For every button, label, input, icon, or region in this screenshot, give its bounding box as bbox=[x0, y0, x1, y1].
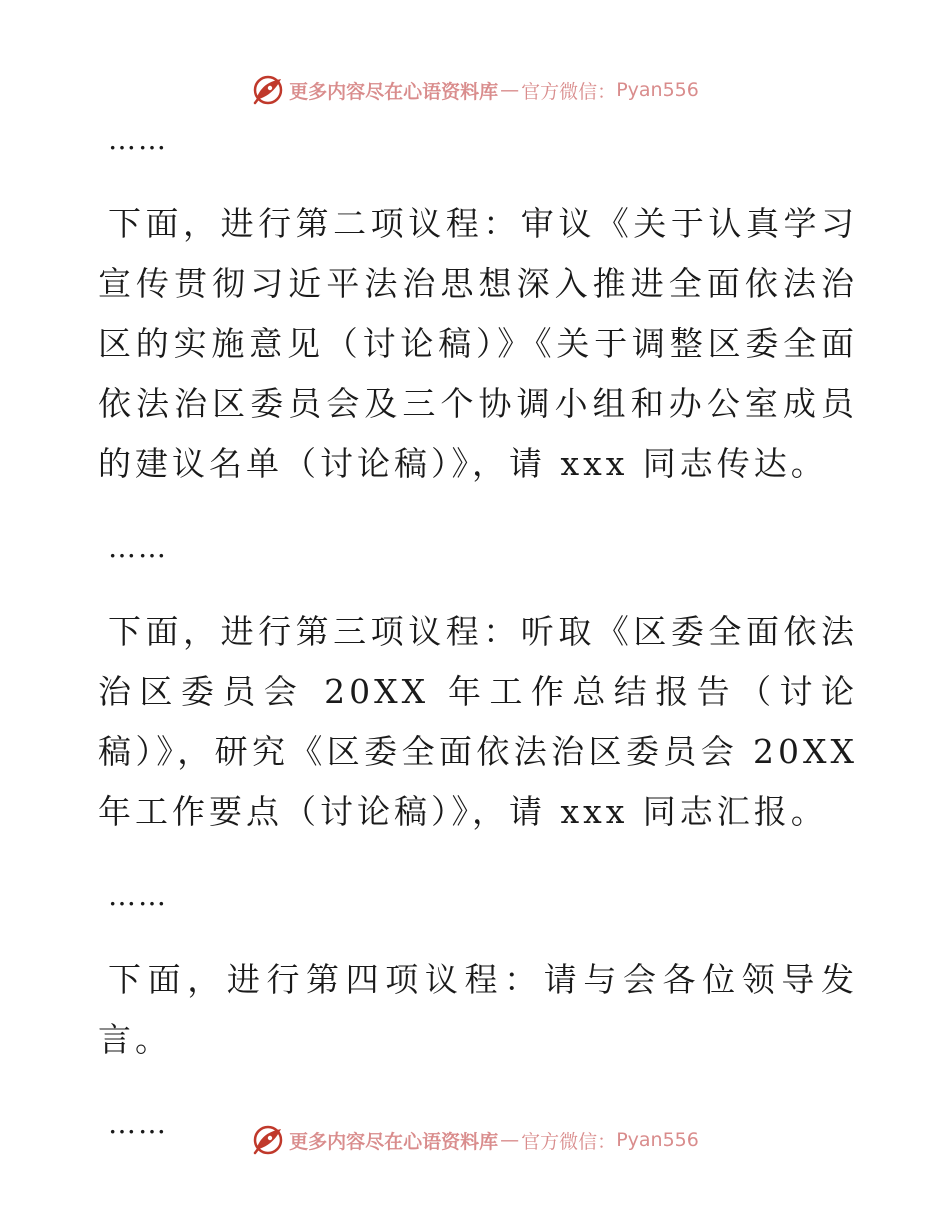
ellipsis-1: …… bbox=[108, 123, 168, 156]
document-body bbox=[98, 120, 858, 1144]
footer-watermark-banner bbox=[0, 1120, 950, 1160]
watermark-wechat-label: 官方微信： bbox=[521, 80, 617, 103]
header-watermark-banner bbox=[0, 70, 950, 110]
agenda-item-4: 下面，进行第四项议程：请与会各位领导发言。 bbox=[98, 960, 858, 1059]
watermark-brand: 更多内容尽在心语资料库 bbox=[289, 1130, 499, 1153]
ellipsis-2: …… bbox=[108, 531, 168, 564]
watermark-brand: 更多内容尽在心语资料库 bbox=[289, 80, 499, 103]
watermark-dash: — bbox=[500, 79, 520, 101]
watermark-wechat-label: 官方微信： bbox=[521, 1130, 617, 1153]
pen-nib-logo-icon bbox=[251, 73, 285, 107]
agenda-item-2: 下面，进行第二项议程：审议《关于认真学习宣传贯彻习近平法治思想深入推进全面依法治区的实施意见（讨论稿）》《关于调整区委全面依法治区委员会及三个协调小组和办公室成员的建议名单（讨论稿）》，请 xxx 同志传达。 bbox=[98, 204, 858, 483]
watermark-dash: — bbox=[500, 1129, 520, 1151]
watermark-wechat-id: Pyan556 bbox=[616, 1129, 699, 1151]
ellipsis-4: …… bbox=[108, 1107, 168, 1140]
watermark-wechat-id: Pyan556 bbox=[616, 79, 699, 101]
agenda-item-3: 下面，进行第三项议程：听取《区委全面依法治区委员会 20XX 年工作总结报告（讨论稿）》，研究《区委全面依法治区委员会 20XX 年工作要点（讨论稿）》，请 xxx 同志汇报。 bbox=[98, 612, 858, 831]
pen-nib-logo-icon bbox=[251, 1123, 285, 1157]
ellipsis-3: …… bbox=[108, 879, 168, 912]
